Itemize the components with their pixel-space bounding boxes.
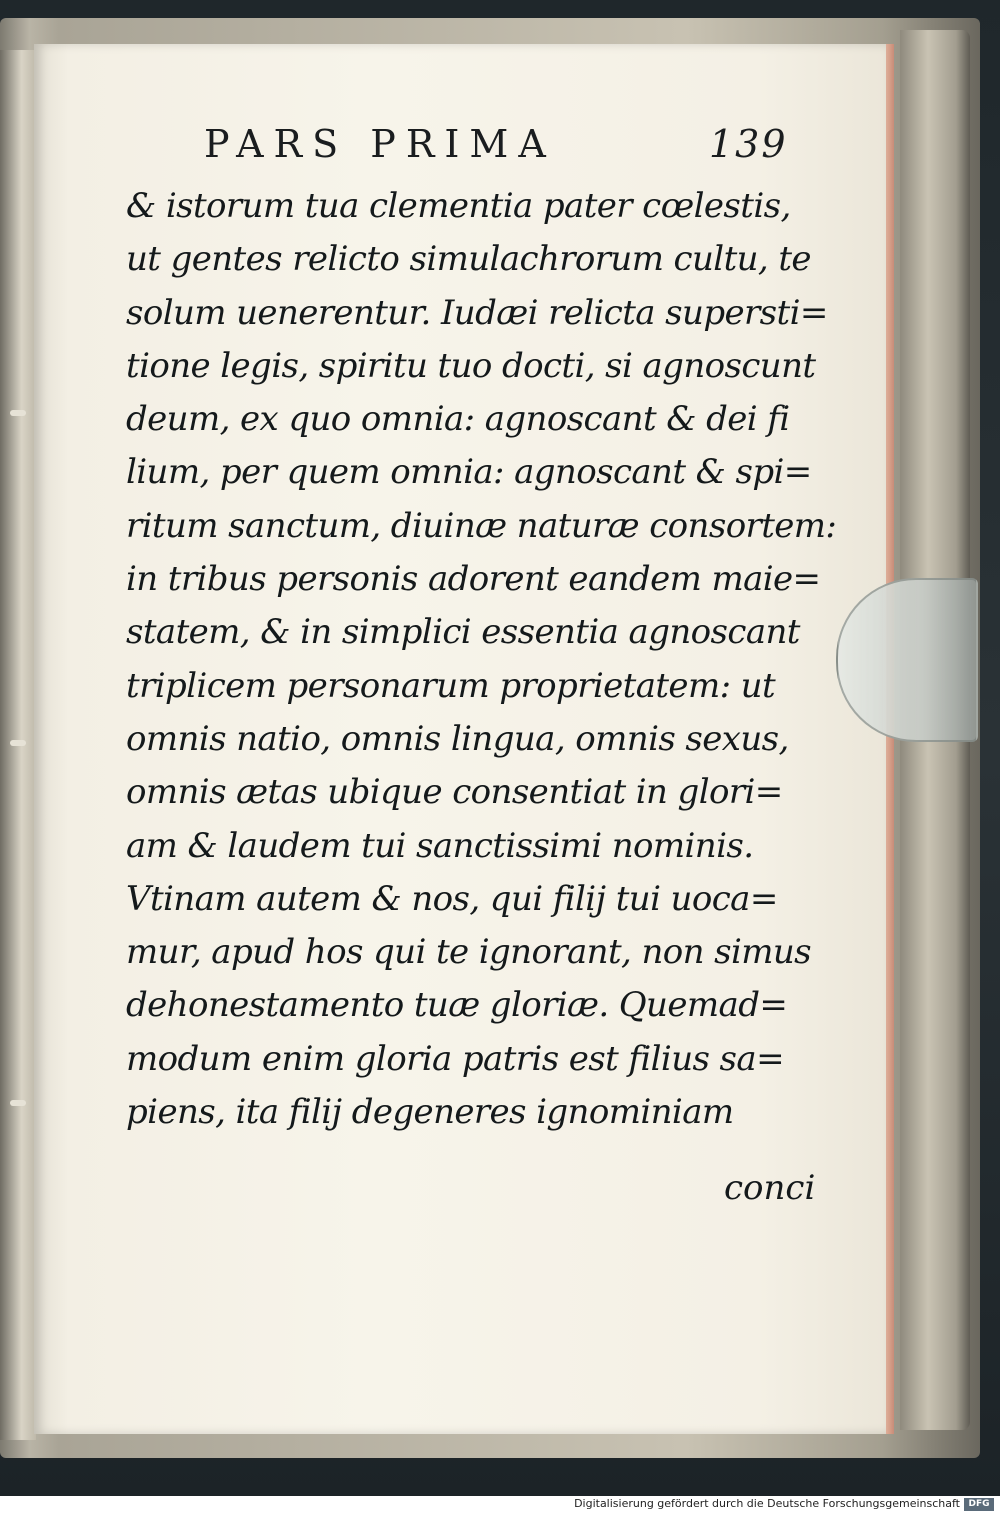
catchword: conci [724, 1168, 816, 1208]
text-line: solum uenerentur. Iudæi relicta supersti= [126, 292, 828, 333]
book-gutter [0, 50, 36, 1440]
text-line: piens, ita filij degeneres ignominiam [126, 1092, 734, 1133]
text-line: statem, & in simplici essentia agnoscant [126, 612, 800, 653]
text-line: omnis ætas ubique consentiat in glori= [126, 772, 783, 813]
page-text [126, 180, 837, 1139]
text-line: tione legis, spiritu tuo docti, si agnoscunt [126, 345, 816, 386]
text-line: ritum sanctum, diuinæ naturæ consortem: [126, 505, 837, 546]
text-line: deum, ex quo omnia: agnoscant & dei fi [126, 399, 790, 440]
text-line: mur, apud hos qui te ignorant, non simus [126, 932, 812, 973]
book-clasp [836, 578, 978, 742]
text-line: am & laudem tui sanctissimi nominis. [126, 825, 754, 866]
text-line: lium, per quem omnia: agnoscant & spi= [126, 452, 812, 493]
dfg-logo: DFG [964, 1498, 994, 1511]
binding-stitch [10, 410, 26, 416]
text-line: ut gentes relicto simulachrorum cultu, te [126, 239, 811, 280]
text-line: omnis natio, omnis lingua, omnis sexus, [126, 718, 789, 759]
binding-stitch [10, 1100, 26, 1106]
text-line: modum enim gloria patris est filius sa= [126, 1038, 784, 1079]
text-line: dehonestamento tuæ gloriæ. Quemad= [126, 985, 788, 1026]
page-header [204, 112, 804, 172]
text-line: Vtinam autem & nos, qui filij tui uoca= [126, 878, 778, 919]
page-number: 139 [709, 122, 788, 166]
digitization-credit: Digitalisierung gefördert durch die Deutsche Forschungsgemeinschaft [574, 1497, 960, 1510]
binding-stitch [10, 740, 26, 746]
text-line: triplicem personarum proprietatem: ut [126, 665, 776, 706]
text-line: & istorum tua clementia pater cœlestis, [126, 186, 791, 226]
text-line: in tribus personis adorent eandem maie= [126, 559, 821, 600]
running-head: PARS PRIMA [204, 122, 556, 166]
footer-bar [0, 1496, 1000, 1514]
